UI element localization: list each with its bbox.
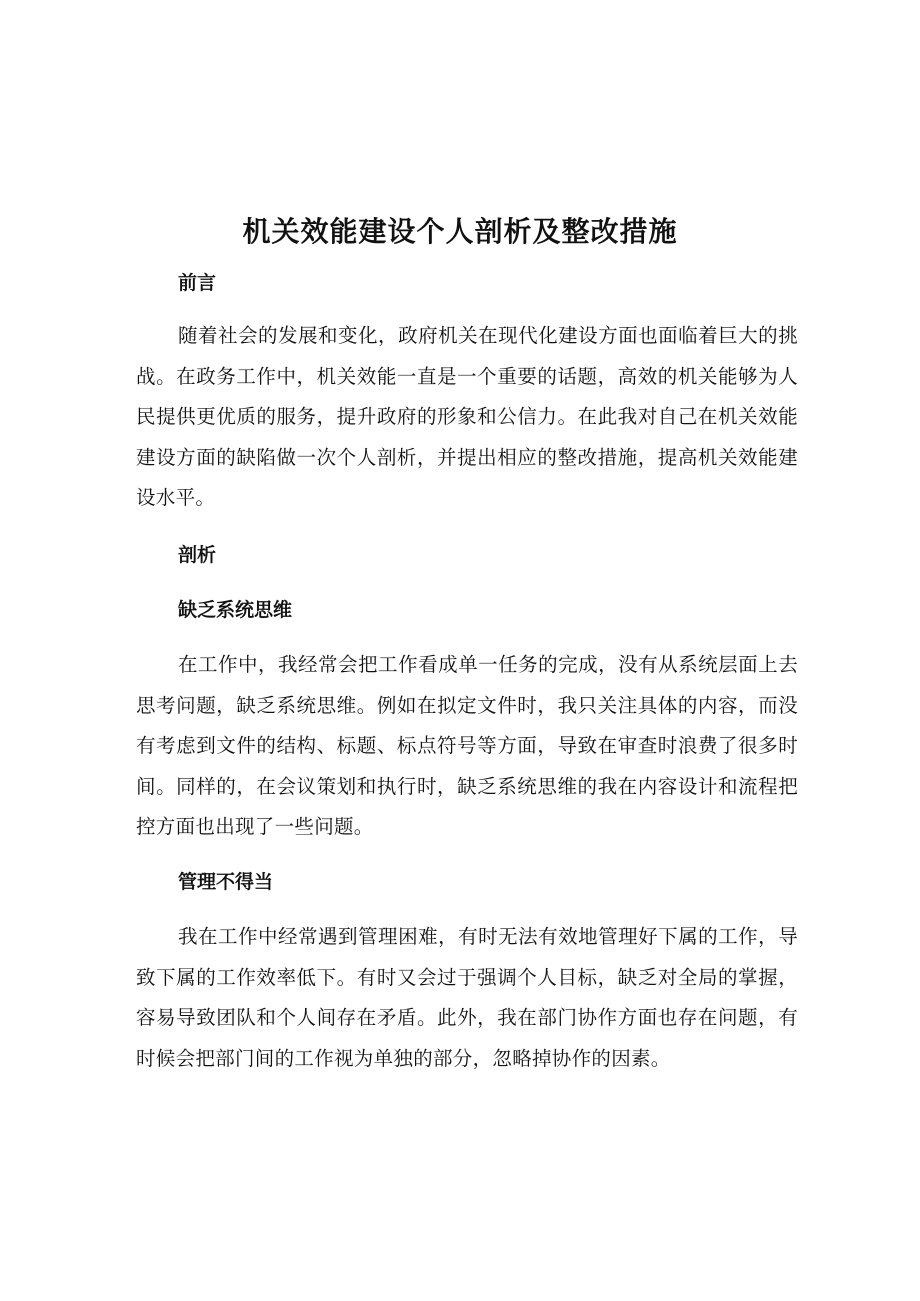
document-title: 机关效能建设个人剖析及整改措施 xyxy=(242,215,678,248)
subheading-lack-systems-thinking: 缺乏系统思维 xyxy=(178,599,293,621)
section-heading-analysis: 剖析 xyxy=(178,544,217,566)
section-heading-preface: 前言 xyxy=(178,272,217,294)
subheading-improper-management: 管理不得当 xyxy=(178,871,274,893)
paragraph-systems-thinking: 在工作中，我经常会把工作看成单一任务的完成，没有从系统层面上去思考问题，缺乏系统思维。例如在拟定文件时，我只关注具体的内容，而没有考虑到文件的结构、标题、标点符号等方面，导致在审查时浪费了很多时间。同样的，在会议策划和执行时，缺乏系统思维的我在内容设计和流程把控方面也出现了一些问题。 xyxy=(136,653,798,838)
paragraph-management: 我在工作中经常遇到管理困难，有时无法有效地管理好下属的工作，导致下属的工作效率低下。有时又会过于强调个人目标，缺乏对全局的掌握，容易导致团队和个人间存在矛盾。此外，我在部门协作方面也存在问题，有时候会把部门间的工作视为单独的部分，忽略掉协作的因素。 xyxy=(136,925,798,1070)
paragraph-preface: 随着社会的发展和变化，政府机关在现代化建设方面也面临着巨大的挑战。在政务工作中，机关效能一直是一个重要的话题，高效的机关能够为人民提供更优质的服务，提升政府的形象和公信力。在此我对自己在机关效能建设方面的缺陷做一次个人剖析，并提出相应的整改措施，提高机关效能建设水平。 xyxy=(136,324,798,509)
